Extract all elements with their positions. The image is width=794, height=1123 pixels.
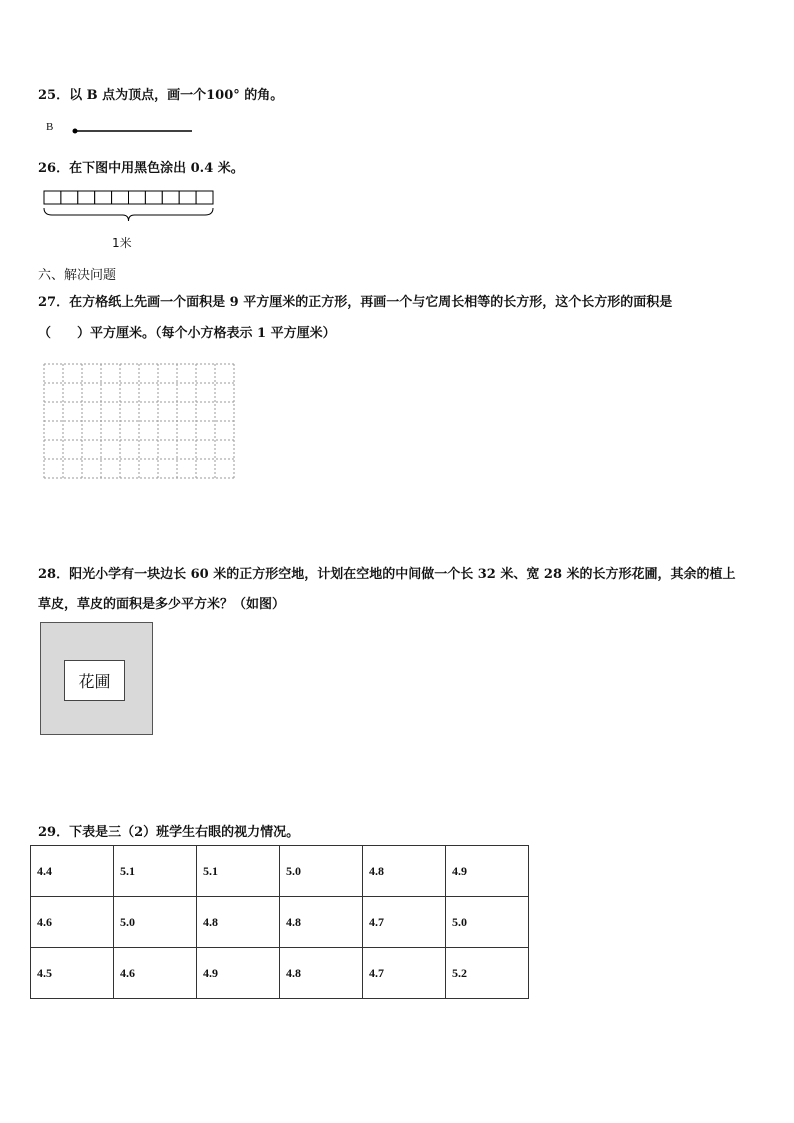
table-cell: 4.7 — [363, 897, 446, 948]
table-cell: 4.4 — [31, 846, 114, 897]
vision-table — [30, 845, 529, 999]
garden-bed — [64, 660, 125, 701]
question-28-line2: 草皮，草皮的面积是多少平方米？（如图） — [38, 597, 286, 612]
table-row — [31, 897, 529, 948]
table-cell: 4.5 — [31, 948, 114, 999]
table-row — [31, 948, 529, 999]
question-26: 26．在下图中用黑色涂出 0.4 米。 — [38, 161, 244, 176]
table-cell: 4.6 — [31, 897, 114, 948]
table-cell: 4.7 — [363, 948, 446, 999]
table-cell: 4.6 — [114, 948, 197, 999]
question-27-line2: （ ）平方厘米。（每个小方格表示 1 平方厘米） — [38, 326, 336, 341]
table-cell: 5.0 — [280, 846, 363, 897]
table-row — [31, 846, 529, 897]
table-cell: 4.8 — [280, 948, 363, 999]
table-cell: 4.9 — [446, 846, 529, 897]
question-29: 29．下表是三（2）班学生右眼的视力情况。 — [38, 825, 300, 840]
table-cell: 5.0 — [446, 897, 529, 948]
question-28-line1: 28．阳光小学有一块边长 60 米的正方形空地，计划在空地的中间做一个长 32 米、宽 28 米的长方形花圃，其余的植上 — [38, 567, 736, 582]
table-cell: 5.0 — [114, 897, 197, 948]
table-cell: 4.8 — [363, 846, 446, 897]
garden-label: 花圃 — [78, 672, 111, 691]
question-25: 25．以 B 点为顶点，画一个100° 的角。 — [38, 88, 284, 103]
question-27-line1: 27．在方格纸上先画一个面积是 9 平方厘米的正方形，再画一个与它周长相等的长方形，这个长方形的面积是 — [38, 295, 673, 310]
table-cell: 4.9 — [197, 948, 280, 999]
table-cell: 5.2 — [446, 948, 529, 999]
table-cell: 5.1 — [197, 846, 280, 897]
table-cell: 4.8 — [280, 897, 363, 948]
table-cell: 4.8 — [197, 897, 280, 948]
one-meter-label: 1米 — [112, 236, 132, 250]
section-title: 六、解决问题 — [38, 268, 117, 283]
table-cell: 5.1 — [114, 846, 197, 897]
point-b-label: B — [46, 121, 54, 133]
